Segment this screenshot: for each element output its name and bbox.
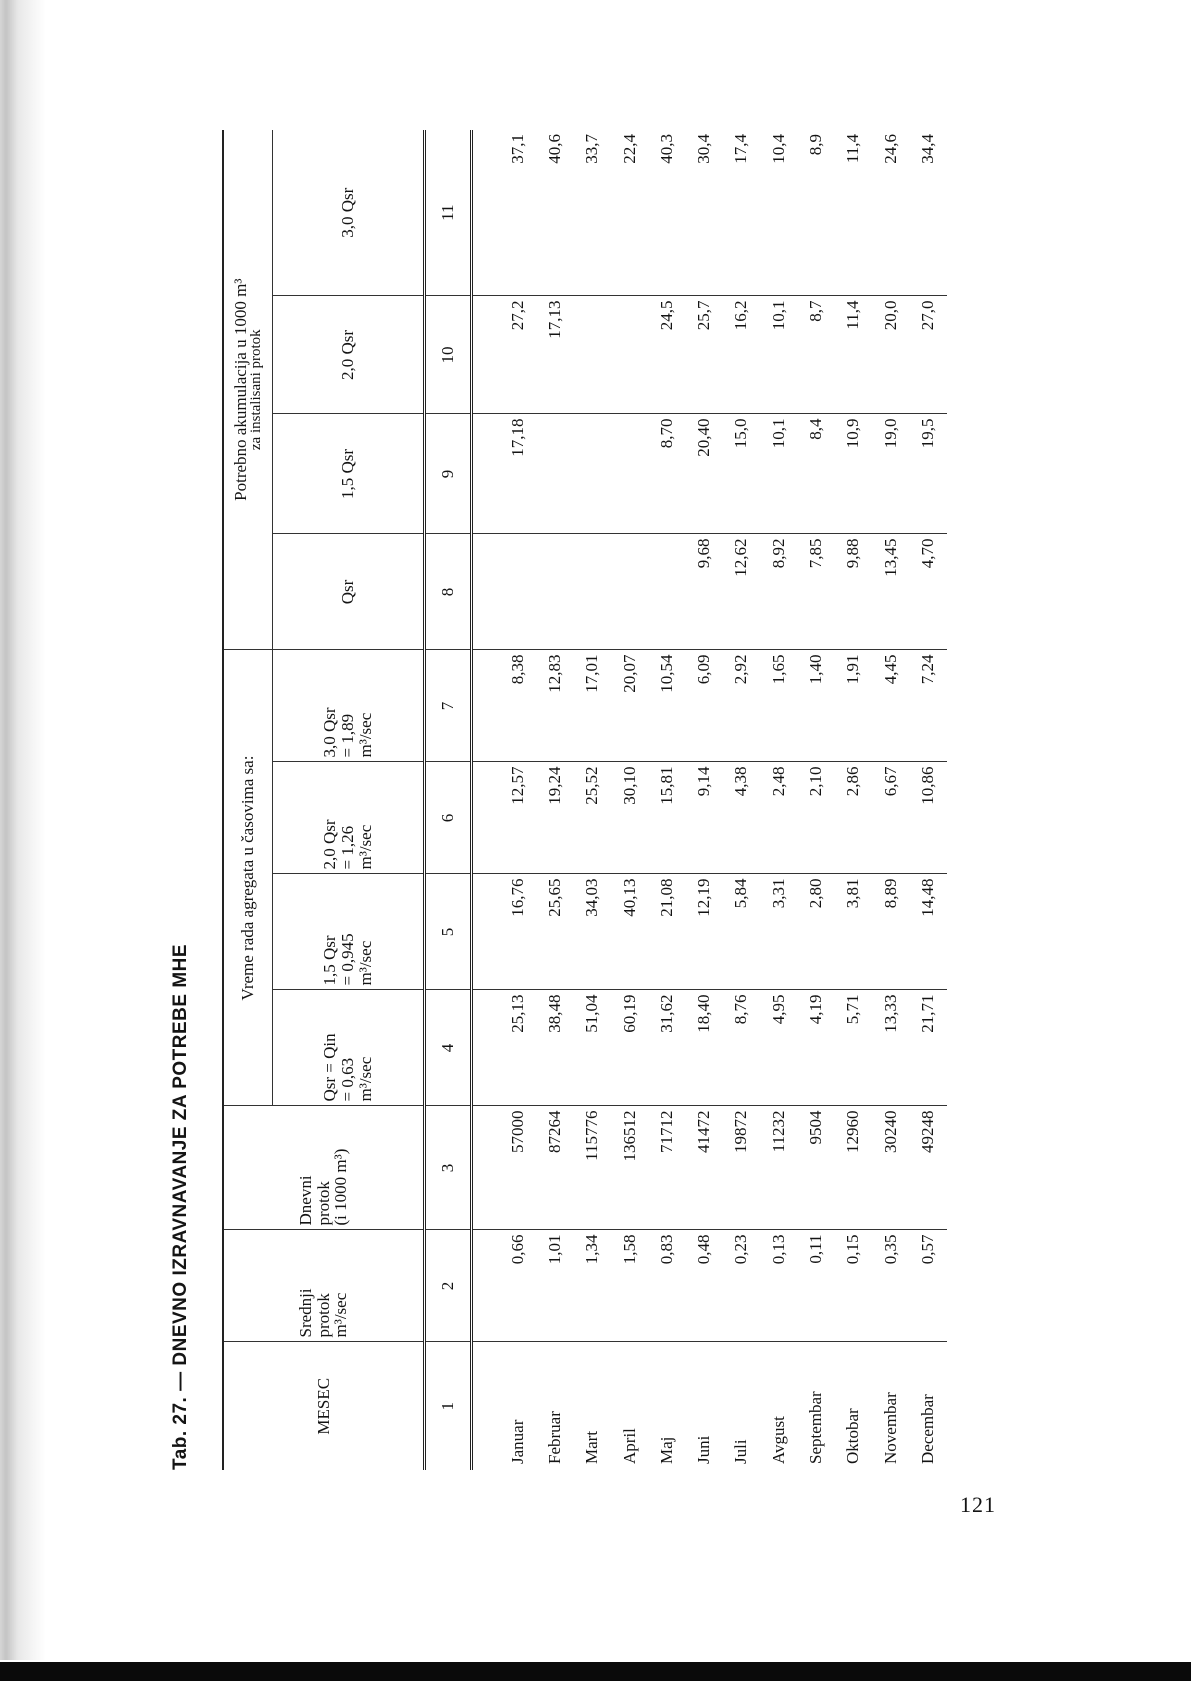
column-number: 7 — [425, 650, 472, 762]
cell-akum-3-0: 22,4 — [611, 130, 648, 296]
cell-srednji: 1,58 — [611, 1230, 648, 1342]
cell-dnevni: 30240 — [872, 1106, 909, 1230]
cell-mesec: Mart — [582, 1430, 602, 1464]
cell-vreme-1-5: 25,65 — [536, 874, 573, 990]
cell-akum-3-0: 10,4 — [760, 130, 797, 296]
cell-vreme-1-5: 16,76 — [472, 874, 537, 990]
cell-akum-2-0: 20,0 — [872, 296, 909, 414]
cell-vreme-3-0: 6,09 — [685, 650, 722, 762]
cell-akum-3-0: 37,1 — [472, 130, 537, 296]
cell-akum-1-5: 15,0 — [723, 414, 760, 534]
cell-vreme-qsr: 38,48 — [536, 990, 573, 1106]
cell-dnevni: 12960 — [835, 1106, 872, 1230]
header-vreme-2-0-qsr: 2,0 Qsr = 1,26 m³/sec — [273, 762, 425, 874]
cell-vreme-1-5: 34,03 — [574, 874, 611, 990]
cell-akum-qsr — [648, 534, 685, 650]
cell-vreme-3-0: 7,24 — [909, 650, 946, 762]
table-row — [685, 130, 722, 1470]
cell-akum-2-0: 8,7 — [797, 296, 834, 414]
cell-mesec: Juni — [694, 1435, 714, 1464]
cell-akum-2-0: 17,13 — [536, 296, 573, 414]
cell-akum-2-0: 25,7 — [685, 296, 722, 414]
cell-mesec: Avgust — [768, 1416, 788, 1464]
cell-vreme-qsr: 31,62 — [648, 990, 685, 1106]
cell-srednji: 0,13 — [760, 1230, 797, 1342]
cell-mesec: Januar — [507, 1419, 527, 1464]
cell-akum-qsr — [611, 534, 648, 650]
cell-mesec: Februar — [544, 1411, 564, 1464]
cell-akum-qsr: 7,85 — [797, 534, 834, 650]
cell-vreme-1-5: 2,80 — [797, 874, 834, 990]
cell-akum-3-0: 40,3 — [648, 130, 685, 296]
cell-vreme-qsr: 4,95 — [760, 990, 797, 1106]
cell-vreme-3-0: 1,40 — [797, 650, 834, 762]
cell-akum-2-0: 27,2 — [472, 296, 537, 414]
header-akumulacija-group: Potrebno akumulacija u 1000 m³ za instalisani protok — [223, 130, 273, 650]
cell-vreme-3-0: 17,01 — [574, 650, 611, 762]
cell-srednji: 0,83 — [648, 1230, 685, 1342]
cell-vreme-1-5: 5,84 — [723, 874, 760, 990]
cell-vreme-2-0: 2,10 — [797, 762, 834, 874]
cell-dnevni: 9504 — [797, 1106, 834, 1230]
cell-akum-qsr: 9,88 — [835, 534, 872, 650]
cell-dnevni: 41472 — [685, 1106, 722, 1230]
cell-akum-1-5: 17,18 — [472, 414, 537, 534]
header-dnevni-protok: Dnevni protok (i 1000 m³) — [223, 1106, 425, 1230]
column-number: 4 — [425, 990, 472, 1106]
cell-dnevni: 19872 — [723, 1106, 760, 1230]
cell-vreme-1-5: 12,19 — [685, 874, 722, 990]
data-table — [222, 130, 947, 1470]
header-akum-1-5-qsr: 1,5 Qsr — [273, 414, 425, 534]
table-body — [472, 130, 947, 1470]
cell-vreme-2-0: 4,38 — [723, 762, 760, 874]
table-row — [760, 130, 797, 1470]
header-vreme-rada-group: Vreme rada agregata u časovima sa: — [223, 650, 273, 1106]
cell-akum-2-0: 16,2 — [723, 296, 760, 414]
cell-akum-3-0: 8,9 — [797, 130, 834, 296]
cell-srednji: 0,23 — [723, 1230, 760, 1342]
cell-vreme-1-5: 14,48 — [909, 874, 946, 990]
cell-akum-1-5 — [611, 414, 648, 534]
cell-mesec: Juli — [731, 1439, 751, 1464]
cell-dnevni: 87264 — [536, 1106, 573, 1230]
cell-akum-2-0: 27,0 — [909, 296, 946, 414]
cell-vreme-2-0: 2,48 — [760, 762, 797, 874]
cell-akum-qsr: 9,68 — [685, 534, 722, 650]
cell-vreme-3-0: 2,92 — [723, 650, 760, 762]
column-number: 9 — [425, 414, 472, 534]
cell-dnevni: 57000 — [472, 1106, 537, 1230]
cell-vreme-qsr: 8,76 — [723, 990, 760, 1106]
scan-bottom-bar — [0, 1662, 1191, 1681]
cell-dnevni: 49248 — [909, 1106, 946, 1230]
table-row — [472, 130, 537, 1470]
header-srednji-protok: Srednji protok m³/sec — [223, 1230, 425, 1342]
cell-vreme-3-0: 20,07 — [611, 650, 648, 762]
cell-srednji: 1,34 — [574, 1230, 611, 1342]
cell-vreme-1-5: 21,08 — [648, 874, 685, 990]
cell-akum-3-0: 11,4 — [835, 130, 872, 296]
cell-vreme-qsr: 4,19 — [797, 990, 834, 1106]
rotated-table-block — [170, 130, 937, 1470]
cell-mesec: Maj — [656, 1436, 676, 1464]
cell-dnevni: 136512 — [611, 1106, 648, 1230]
table-row — [797, 130, 834, 1470]
column-number: 8 — [425, 534, 472, 650]
cell-vreme-qsr: 21,71 — [909, 990, 946, 1106]
cell-mesec: Decembar — [917, 1394, 937, 1464]
cell-akum-2-0: 10,1 — [760, 296, 797, 414]
cell-akum-1-5: 19,5 — [909, 414, 946, 534]
cell-vreme-1-5: 3,81 — [835, 874, 872, 990]
cell-vreme-3-0: 1,91 — [835, 650, 872, 762]
cell-vreme-2-0: 6,67 — [872, 762, 909, 874]
cell-vreme-2-0: 19,24 — [536, 762, 573, 874]
cell-mesec: Septembar — [806, 1391, 826, 1464]
cell-vreme-2-0: 30,10 — [611, 762, 648, 874]
cell-mesec: Oktobar — [843, 1408, 863, 1464]
cell-mesec: April — [619, 1428, 639, 1464]
cell-akum-3-0: 40,6 — [536, 130, 573, 296]
header-akum-qsr: Qsr — [273, 534, 425, 650]
cell-vreme-3-0: 1,65 — [760, 650, 797, 762]
cell-akum-1-5: 19,0 — [872, 414, 909, 534]
cell-vreme-2-0: 9,14 — [685, 762, 722, 874]
cell-vreme-2-0: 12,57 — [472, 762, 537, 874]
cell-akum-1-5: 10,1 — [760, 414, 797, 534]
cell-vreme-2-0: 10,86 — [909, 762, 946, 874]
page-number: 121 — [960, 1492, 996, 1517]
column-number: 2 — [425, 1230, 472, 1342]
cell-srednji: 0,15 — [835, 1230, 872, 1342]
table-row — [835, 130, 872, 1470]
table-row — [723, 130, 760, 1470]
cell-akum-qsr: 12,62 — [723, 534, 760, 650]
cell-vreme-qsr: 5,71 — [835, 990, 872, 1106]
cell-akum-3-0: 33,7 — [574, 130, 611, 296]
column-number: 10 — [425, 296, 472, 414]
cell-srednji: 0,11 — [797, 1230, 834, 1342]
header-vreme-qsr: Qsr = Qin = 0,63 m³/sec — [273, 990, 425, 1106]
table-row — [536, 130, 573, 1470]
cell-srednji: 1,01 — [536, 1230, 573, 1342]
cell-mesec: Novembar — [880, 1392, 900, 1464]
cell-akum-1-5: 20,40 — [685, 414, 722, 534]
cell-vreme-3-0: 10,54 — [648, 650, 685, 762]
cell-vreme-2-0: 2,86 — [835, 762, 872, 874]
cell-akum-qsr — [472, 534, 537, 650]
cell-akum-2-0: 24,5 — [648, 296, 685, 414]
cell-akum-qsr: 13,45 — [872, 534, 909, 650]
cell-akum-3-0: 30,4 — [685, 130, 722, 296]
table-row — [872, 130, 909, 1470]
header-akum-2-0-qsr: 2,0 Qsr — [273, 296, 425, 414]
cell-akum-3-0: 34,4 — [909, 130, 946, 296]
cell-vreme-2-0: 15,81 — [648, 762, 685, 874]
header-vreme-3-0-qsr: 3,0 Qsr = 1,89 m³/sec — [273, 650, 425, 762]
header-vreme-1-5-qsr: 1,5 Qsr = 0,945 m³/sec — [273, 874, 425, 990]
cell-vreme-1-5: 40,13 — [611, 874, 648, 990]
cell-vreme-qsr: 51,04 — [574, 990, 611, 1106]
cell-akum-qsr — [536, 534, 573, 650]
cell-srednji: 0,57 — [909, 1230, 946, 1342]
column-number: 11 — [425, 130, 472, 296]
cell-vreme-1-5: 3,31 — [760, 874, 797, 990]
cell-vreme-qsr: 13,33 — [872, 990, 909, 1106]
cell-vreme-3-0: 12,83 — [536, 650, 573, 762]
table-row — [574, 130, 611, 1470]
cell-akum-qsr: 4,70 — [909, 534, 946, 650]
cell-vreme-qsr: 60,19 — [611, 990, 648, 1106]
cell-dnevni: 115776 — [574, 1106, 611, 1230]
cell-vreme-3-0: 4,45 — [872, 650, 909, 762]
cell-dnevni: 71712 — [648, 1106, 685, 1230]
cell-dnevni: 11232 — [760, 1106, 797, 1230]
column-number: 5 — [425, 874, 472, 990]
cell-akum-1-5 — [574, 414, 611, 534]
header-akum-3-0-qsr: 3,0 Qsr — [273, 130, 425, 296]
cell-srednji: 0,66 — [472, 1230, 537, 1342]
header-mesec: MESEC — [223, 1342, 425, 1470]
cell-srednji: 0,48 — [685, 1230, 722, 1342]
column-number: 3 — [425, 1106, 472, 1230]
cell-akum-2-0: 11,4 — [835, 296, 872, 414]
cell-srednji: 0,35 — [872, 1230, 909, 1342]
table-caption: Tab. 27. — DNEVNO IZRAVNAVANJE ZA POTREBE MHE — [170, 943, 191, 1470]
scan-edge-shadow — [0, 0, 46, 1660]
cell-akum-2-0 — [574, 296, 611, 414]
cell-akum-1-5: 10,9 — [835, 414, 872, 534]
cell-akum-1-5: 8,70 — [648, 414, 685, 534]
table-row — [611, 130, 648, 1470]
cell-vreme-2-0: 25,52 — [574, 762, 611, 874]
column-number: 1 — [438, 1402, 457, 1411]
cell-akum-1-5 — [536, 414, 573, 534]
cell-akum-qsr: 8,92 — [760, 534, 797, 650]
table-row — [909, 130, 946, 1470]
cell-vreme-3-0: 8,38 — [472, 650, 537, 762]
cell-vreme-1-5: 8,89 — [872, 874, 909, 990]
cell-vreme-qsr: 18,40 — [685, 990, 722, 1106]
table-row — [648, 130, 685, 1470]
cell-akum-2-0 — [611, 296, 648, 414]
cell-vreme-qsr: 25,13 — [472, 990, 537, 1106]
column-number: 6 — [425, 762, 472, 874]
cell-akum-qsr — [574, 534, 611, 650]
cell-akum-1-5: 8,4 — [797, 414, 834, 534]
cell-akum-3-0: 24,6 — [872, 130, 909, 296]
cell-akum-3-0: 17,4 — [723, 130, 760, 296]
